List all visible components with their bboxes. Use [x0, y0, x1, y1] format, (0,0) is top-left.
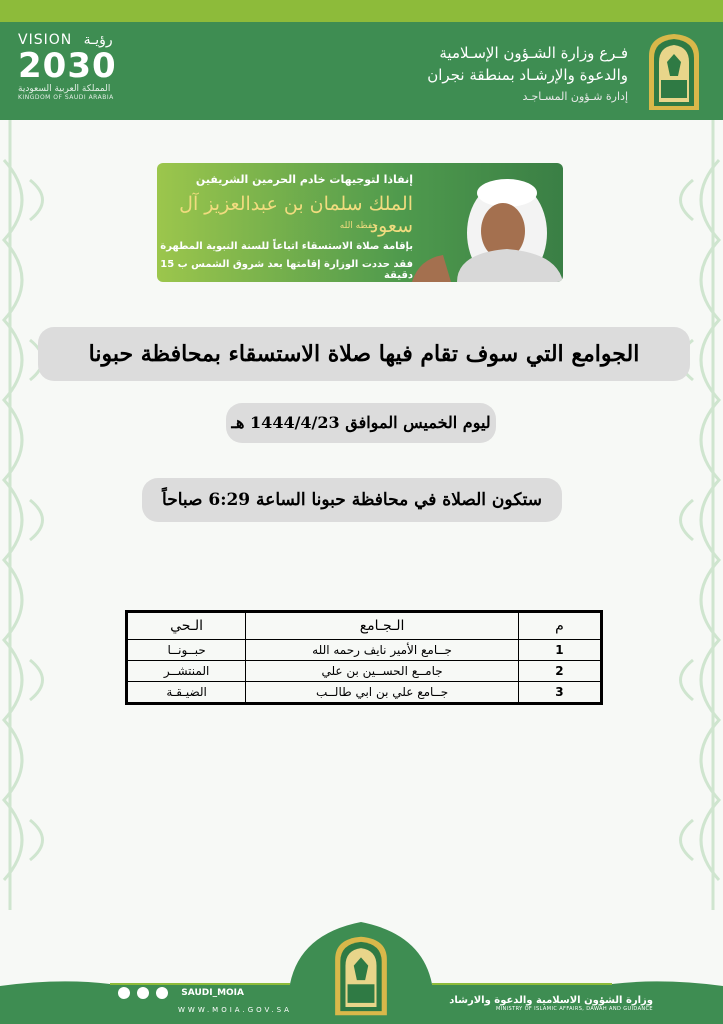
banner-line-4: فقد حددت الوزارة إقامتها بعد شروق الشمس ب 15 دقيقة [160, 259, 413, 281]
ministry-line-3: إدارة شـؤون المسـاجـد [522, 90, 628, 103]
instagram-icon[interactable] [137, 987, 149, 999]
header-mosque: الـجـامع [246, 612, 519, 640]
row-number: 2 [518, 661, 601, 682]
kingdom-arabic: المملكة العربية السعودية [18, 84, 111, 94]
header-number: م [518, 612, 601, 640]
ministry-line-1: فـرع وزارة الشـؤون الإسـلامية [439, 44, 628, 62]
prayer-time-line: ستكون الصلاة في محافظة حبونا الساعة 6:29 صباحاً [142, 478, 562, 522]
footer-contact [118, 982, 292, 1014]
twitter-icon[interactable] [118, 987, 130, 999]
top-accent-band [0, 0, 723, 22]
kingdom-english: KINGDOM OF SAUDI ARABIA [18, 94, 114, 101]
row-mosque: جامــع الحســين بن علي [246, 661, 519, 682]
table-row [127, 640, 602, 661]
table-row [127, 661, 602, 682]
vision-2030-logo [18, 32, 148, 101]
banner-line-1: إنفاذا لتوجيهات خادم الحرمين الشريفين [195, 173, 413, 186]
banner-line-3: بإقامة صلاة الاستسقاء اتباعاً للسنة النبوية المطهرة [160, 241, 413, 252]
vision-word: VISION [18, 32, 73, 48]
row-district: المنتشــر [127, 661, 246, 682]
row-number: 3 [518, 682, 601, 704]
left-border-ornament [0, 120, 62, 910]
row-mosque: جــامع علي بن ابي طالــب [246, 682, 519, 704]
page-title: الجوامع التي سوف تقام فيها صلاة الاستسقاء بمحافظة حبونا [38, 327, 690, 381]
header-district: الـحي [127, 612, 246, 640]
website-url[interactable]: WWW.MOIA.GOV.SA [178, 1006, 292, 1014]
vision-arabic: رؤيـة [83, 32, 113, 48]
ministry-emblem-icon [645, 32, 703, 112]
row-district: الضيـقـة [127, 682, 246, 704]
youtube-icon[interactable] [156, 987, 168, 999]
footer-emblem-icon [331, 934, 391, 1018]
table-header-row [127, 612, 602, 640]
royal-directive-banner [157, 163, 563, 282]
ministry-line-2: والدعوة والإرشـاد بمنطقة نجران [427, 66, 628, 84]
social-handle: SAUDI_MOIA [181, 987, 244, 998]
footer-ministry [449, 995, 653, 1012]
banner-blessing: حفظه الله [339, 221, 378, 231]
vision-year: 2030 [18, 46, 117, 86]
banner-king-name: الملك سلمان بن عبدالعزيز آل سعود [179, 193, 413, 237]
ministry-branch-title [427, 42, 628, 106]
row-number: 1 [518, 640, 601, 661]
mosques-table [125, 610, 603, 705]
date-line: ليوم الخميس الموافق 1444/4/23 هـ [226, 403, 496, 443]
row-district: حبــونــا [127, 640, 246, 661]
footer-ministry-english: MINISTRY OF ISLAMIC AFFAIRS, DAWAH AND GUIDANCE [495, 1006, 653, 1012]
row-mosque: جــامع الأمير نايف رحمه الله [246, 640, 519, 661]
table-row [127, 682, 602, 704]
right-border-ornament [661, 120, 723, 910]
page-header [0, 22, 723, 120]
page-footer [0, 914, 723, 1024]
footer-ministry-arabic: وزارة الشؤون الاسلامية والدعوة والارشاد [449, 995, 653, 1006]
